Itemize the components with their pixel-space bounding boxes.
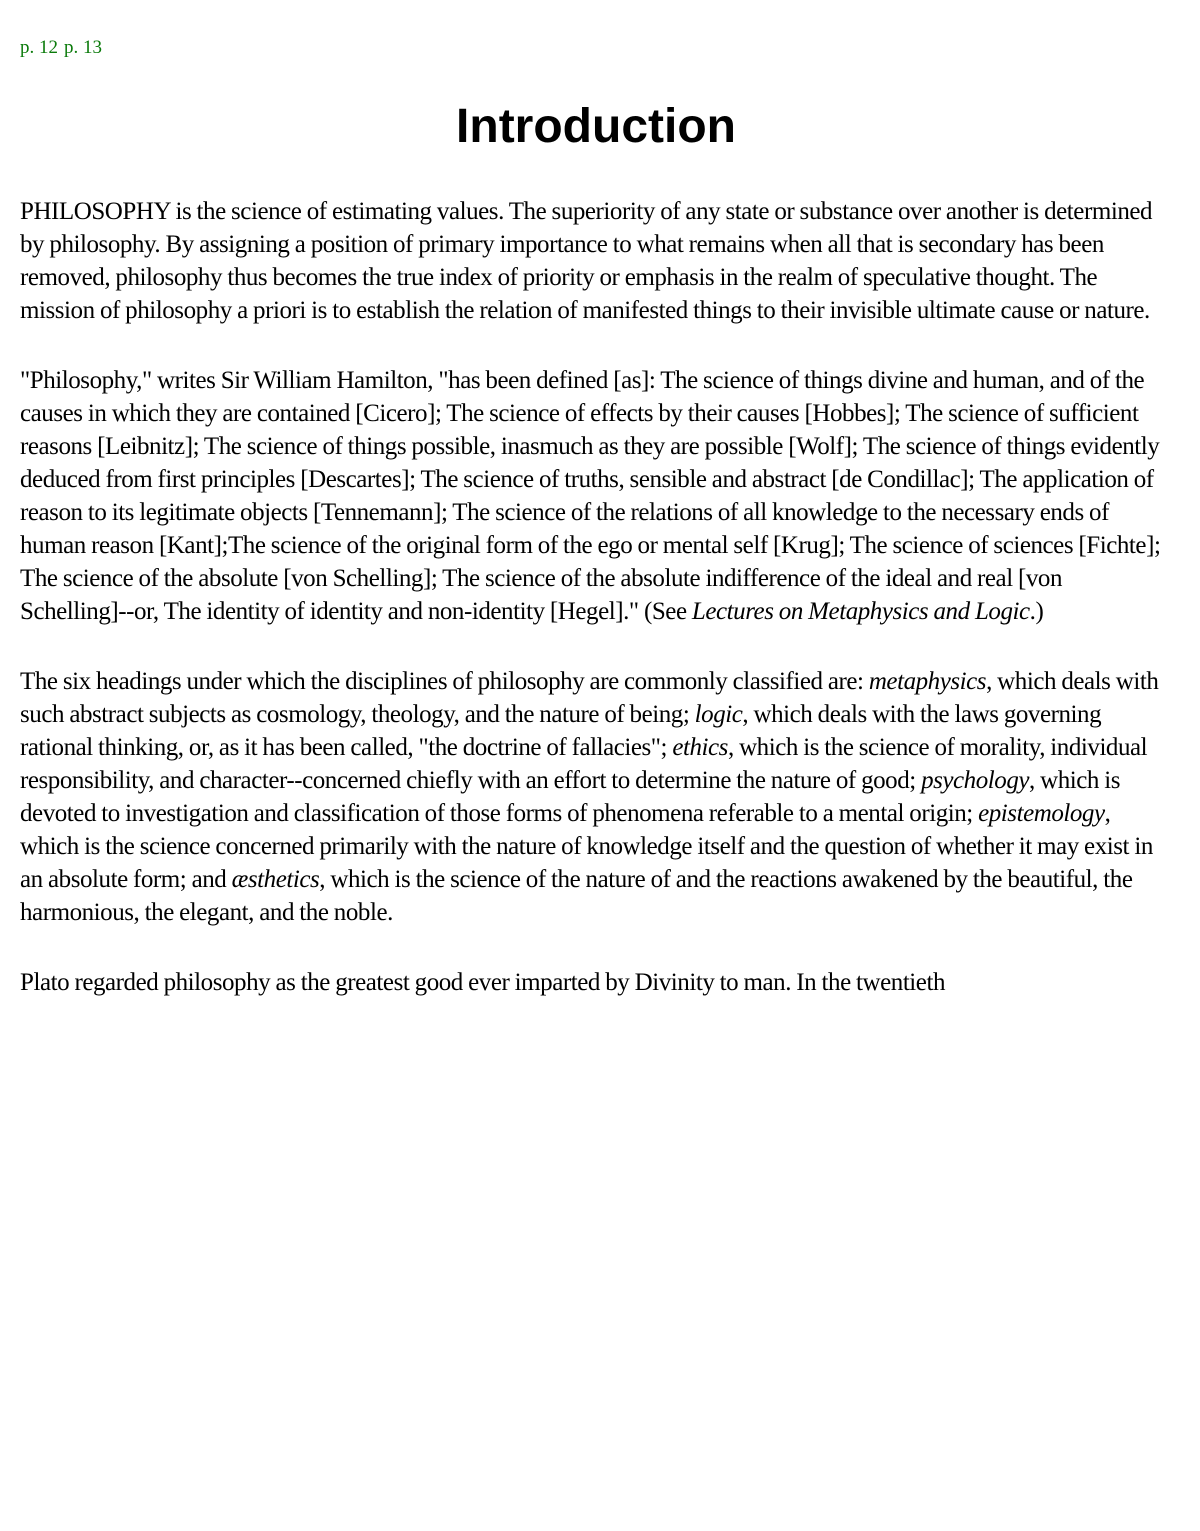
text-run: , which is the science of the nature of and the reactions awakened by the beautiful, the harmonious, the elegant, and the noble.: [20, 866, 1133, 926]
paragraph-3: [20, 665, 1172, 929]
italic-term: psychology: [921, 767, 1030, 794]
document-page: [20, 0, 1172, 1036]
italic-term: metaphysics: [868, 668, 987, 695]
paragraph-1: [20, 195, 1172, 327]
text-run: The six headings under which the disciplines of philosophy are commonly classified are:: [20, 668, 869, 695]
text-run: "Philosophy," writes Sir William Hamilton, "has been defined [as]: The science of things divine and human, and of the causes in which they are contained [Cicero]; The science of effects by their causes [Hobbes]; The science of sufficient reasons [Leibnitz]; The science of things possible, inasmuch as they are possible [Wolf]; The science of things evidently deduced from first principles [Descartes]; The science of truths, sensible and abstract [de Condillac]; The application of reason to its legitimate objects [Tennemann]; The science of the relations of all knowledge to the necessary ends of human reason [Kant];The science of the original form of the ego or mental self [Krug]; The science of sciences [Fichte]; The science of the absolute [von Schelling]; The science of the absolute indifference of the ideal and real [von Schelling]--or, The identity of identity and non-identity [Hegel]." (See: [20, 367, 1161, 625]
page-reference: [20, 37, 1172, 59]
italic-term: logic: [694, 701, 743, 728]
italic-term: Lectures on Metaphysics and Logic: [691, 598, 1030, 625]
italic-term: epistemology: [978, 800, 1105, 827]
text-run: PHILOSOPHY is the science of estimating values. The superiority of any state or substance over another is determined by philosophy. By assigning a position of primary importance to what remains when all that is secondary has been removed, philosophy thus becomes the true index of priority or emphasis in the realm of speculative thought. The mission of philosophy a priori is to establish the relation of manifested things to their invisible ultimate cause or nature.: [20, 198, 1153, 324]
text-run: , which is devoted to investigation and classification of those forms of phenomena referable to a mental origin;: [20, 767, 1121, 827]
page-ref-12: p. 12: [20, 37, 58, 58]
body-text: [20, 195, 1172, 999]
page-ref-13: p. 13: [64, 37, 102, 58]
text-run: , which deals with such abstract subjects as cosmology, theology, and the nature of being;: [20, 668, 1159, 728]
italic-term: ethics: [672, 734, 728, 761]
text-run: .): [1029, 598, 1044, 625]
text-run: , which deals with the laws governing rational thinking, or, as it has been called, "the doctrine of fallacies";: [20, 701, 1102, 761]
text-run: , which is the science concerned primarily with the nature of knowledge itself and the question of whether it may exist in an absolute form; and: [20, 800, 1153, 893]
paragraph-4: [20, 966, 1172, 999]
chapter-title: Introduction: [456, 100, 736, 153]
text-run: Plato regarded philosophy as the greatest good ever imparted by Divinity to man. In the twentieth: [20, 969, 945, 996]
italic-term: æsthetics: [231, 866, 320, 893]
text-run: , which is the science of morality, individual responsibility, and character--concerned chiefly with an effort to determine the nature of good;: [20, 734, 1148, 794]
paragraph-2: [20, 364, 1172, 628]
